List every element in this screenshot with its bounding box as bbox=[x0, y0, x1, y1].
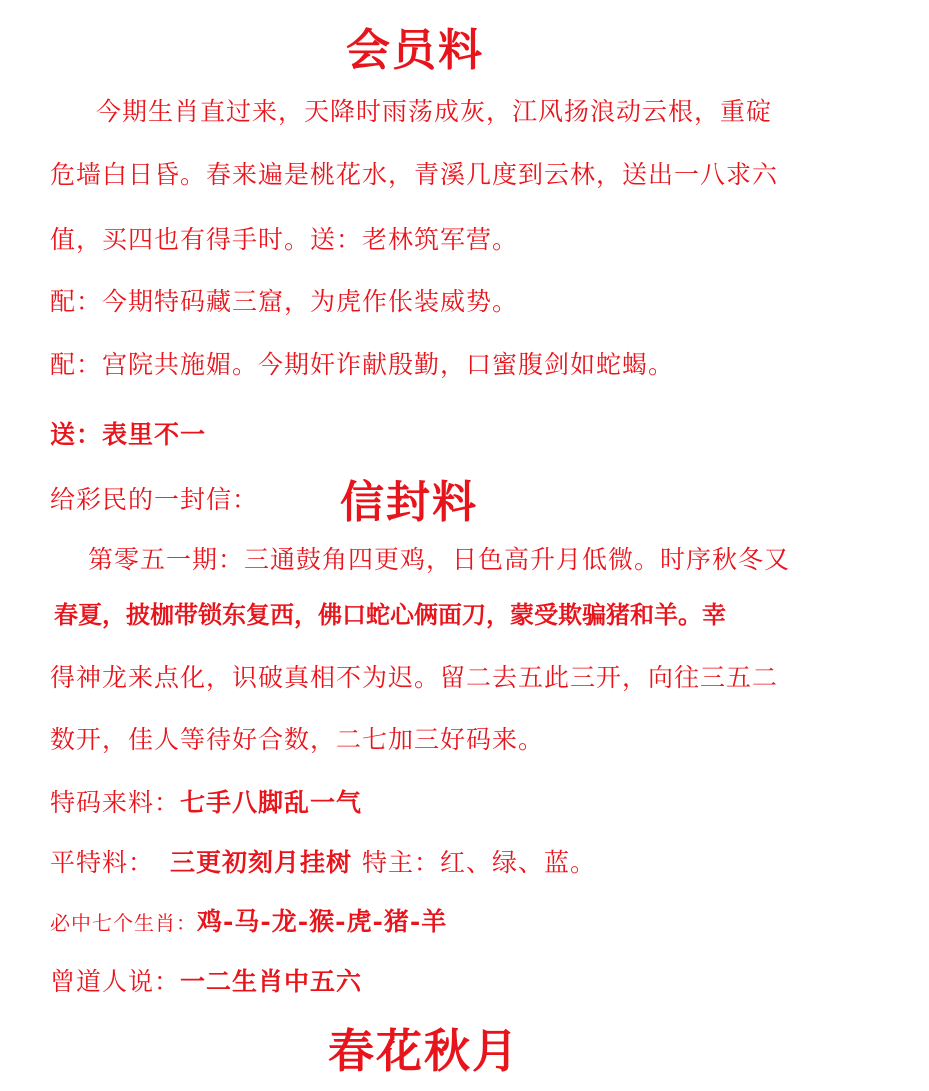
special-row-2 bbox=[50, 843, 596, 879]
special-value: 鸡-马-龙-猴-虎-猪-羊 bbox=[197, 907, 448, 936]
special-row-4 bbox=[50, 962, 362, 998]
member-line-6: 送：表里不一 bbox=[50, 420, 207, 449]
title-member: 会员料 bbox=[346, 25, 484, 76]
special-extra: 特主：红、绿、蓝。 bbox=[362, 848, 597, 877]
letter-line-1: 第零五一期：三通鼓角四更鸡，日色高升月低微。时序秋冬又 bbox=[88, 545, 791, 574]
special-value: 七手八脚乱一气 bbox=[180, 788, 363, 817]
letter-line-3: 得神龙来点化，识破真相不为迟。留二去五此三开，向往三五二 bbox=[50, 663, 779, 692]
special-label: 特码来料： bbox=[50, 788, 181, 817]
special-label: 必中七个生肖： bbox=[50, 911, 197, 935]
title-letter: 信封料 bbox=[340, 477, 478, 528]
member-line-5: 配：宫院共施媚。今期奸诈献殷勤，口蜜腹剑如蛇蝎。 bbox=[50, 350, 675, 379]
member-line-2: 危墙白日昏。春来遍是桃花水，青溪几度到云林，送出一八求六 bbox=[50, 160, 779, 189]
special-value: 一二生肖中五六 bbox=[180, 967, 363, 996]
letter-line-4: 数开，佳人等待好合数，二七加三好码来。 bbox=[50, 725, 545, 754]
member-line-3: 值，买四也有得手时。送：老林筑军营。 bbox=[50, 225, 519, 254]
special-label: 平特料： bbox=[50, 848, 155, 877]
member-line-1: 今期生肖直过来，天降时雨荡成灰，江风扬浪动云根，重碇 bbox=[96, 97, 773, 126]
letter-line-2: 春夏，披枷带锁东复西，佛口蛇心俩面刀，蒙受欺骗猪和羊。幸 bbox=[54, 600, 726, 629]
special-row-3 bbox=[50, 902, 447, 938]
special-value: 三更初刻月挂树 bbox=[170, 848, 353, 877]
letter-label: 给彩民的一封信： bbox=[50, 485, 259, 514]
member-line-4: 配：今期特码藏三窟，为虎作伥装威势。 bbox=[50, 287, 519, 316]
special-label: 曾道人说： bbox=[50, 967, 181, 996]
title-bottom: 春花秋月 bbox=[328, 1024, 520, 1078]
special-row-1 bbox=[50, 783, 362, 819]
